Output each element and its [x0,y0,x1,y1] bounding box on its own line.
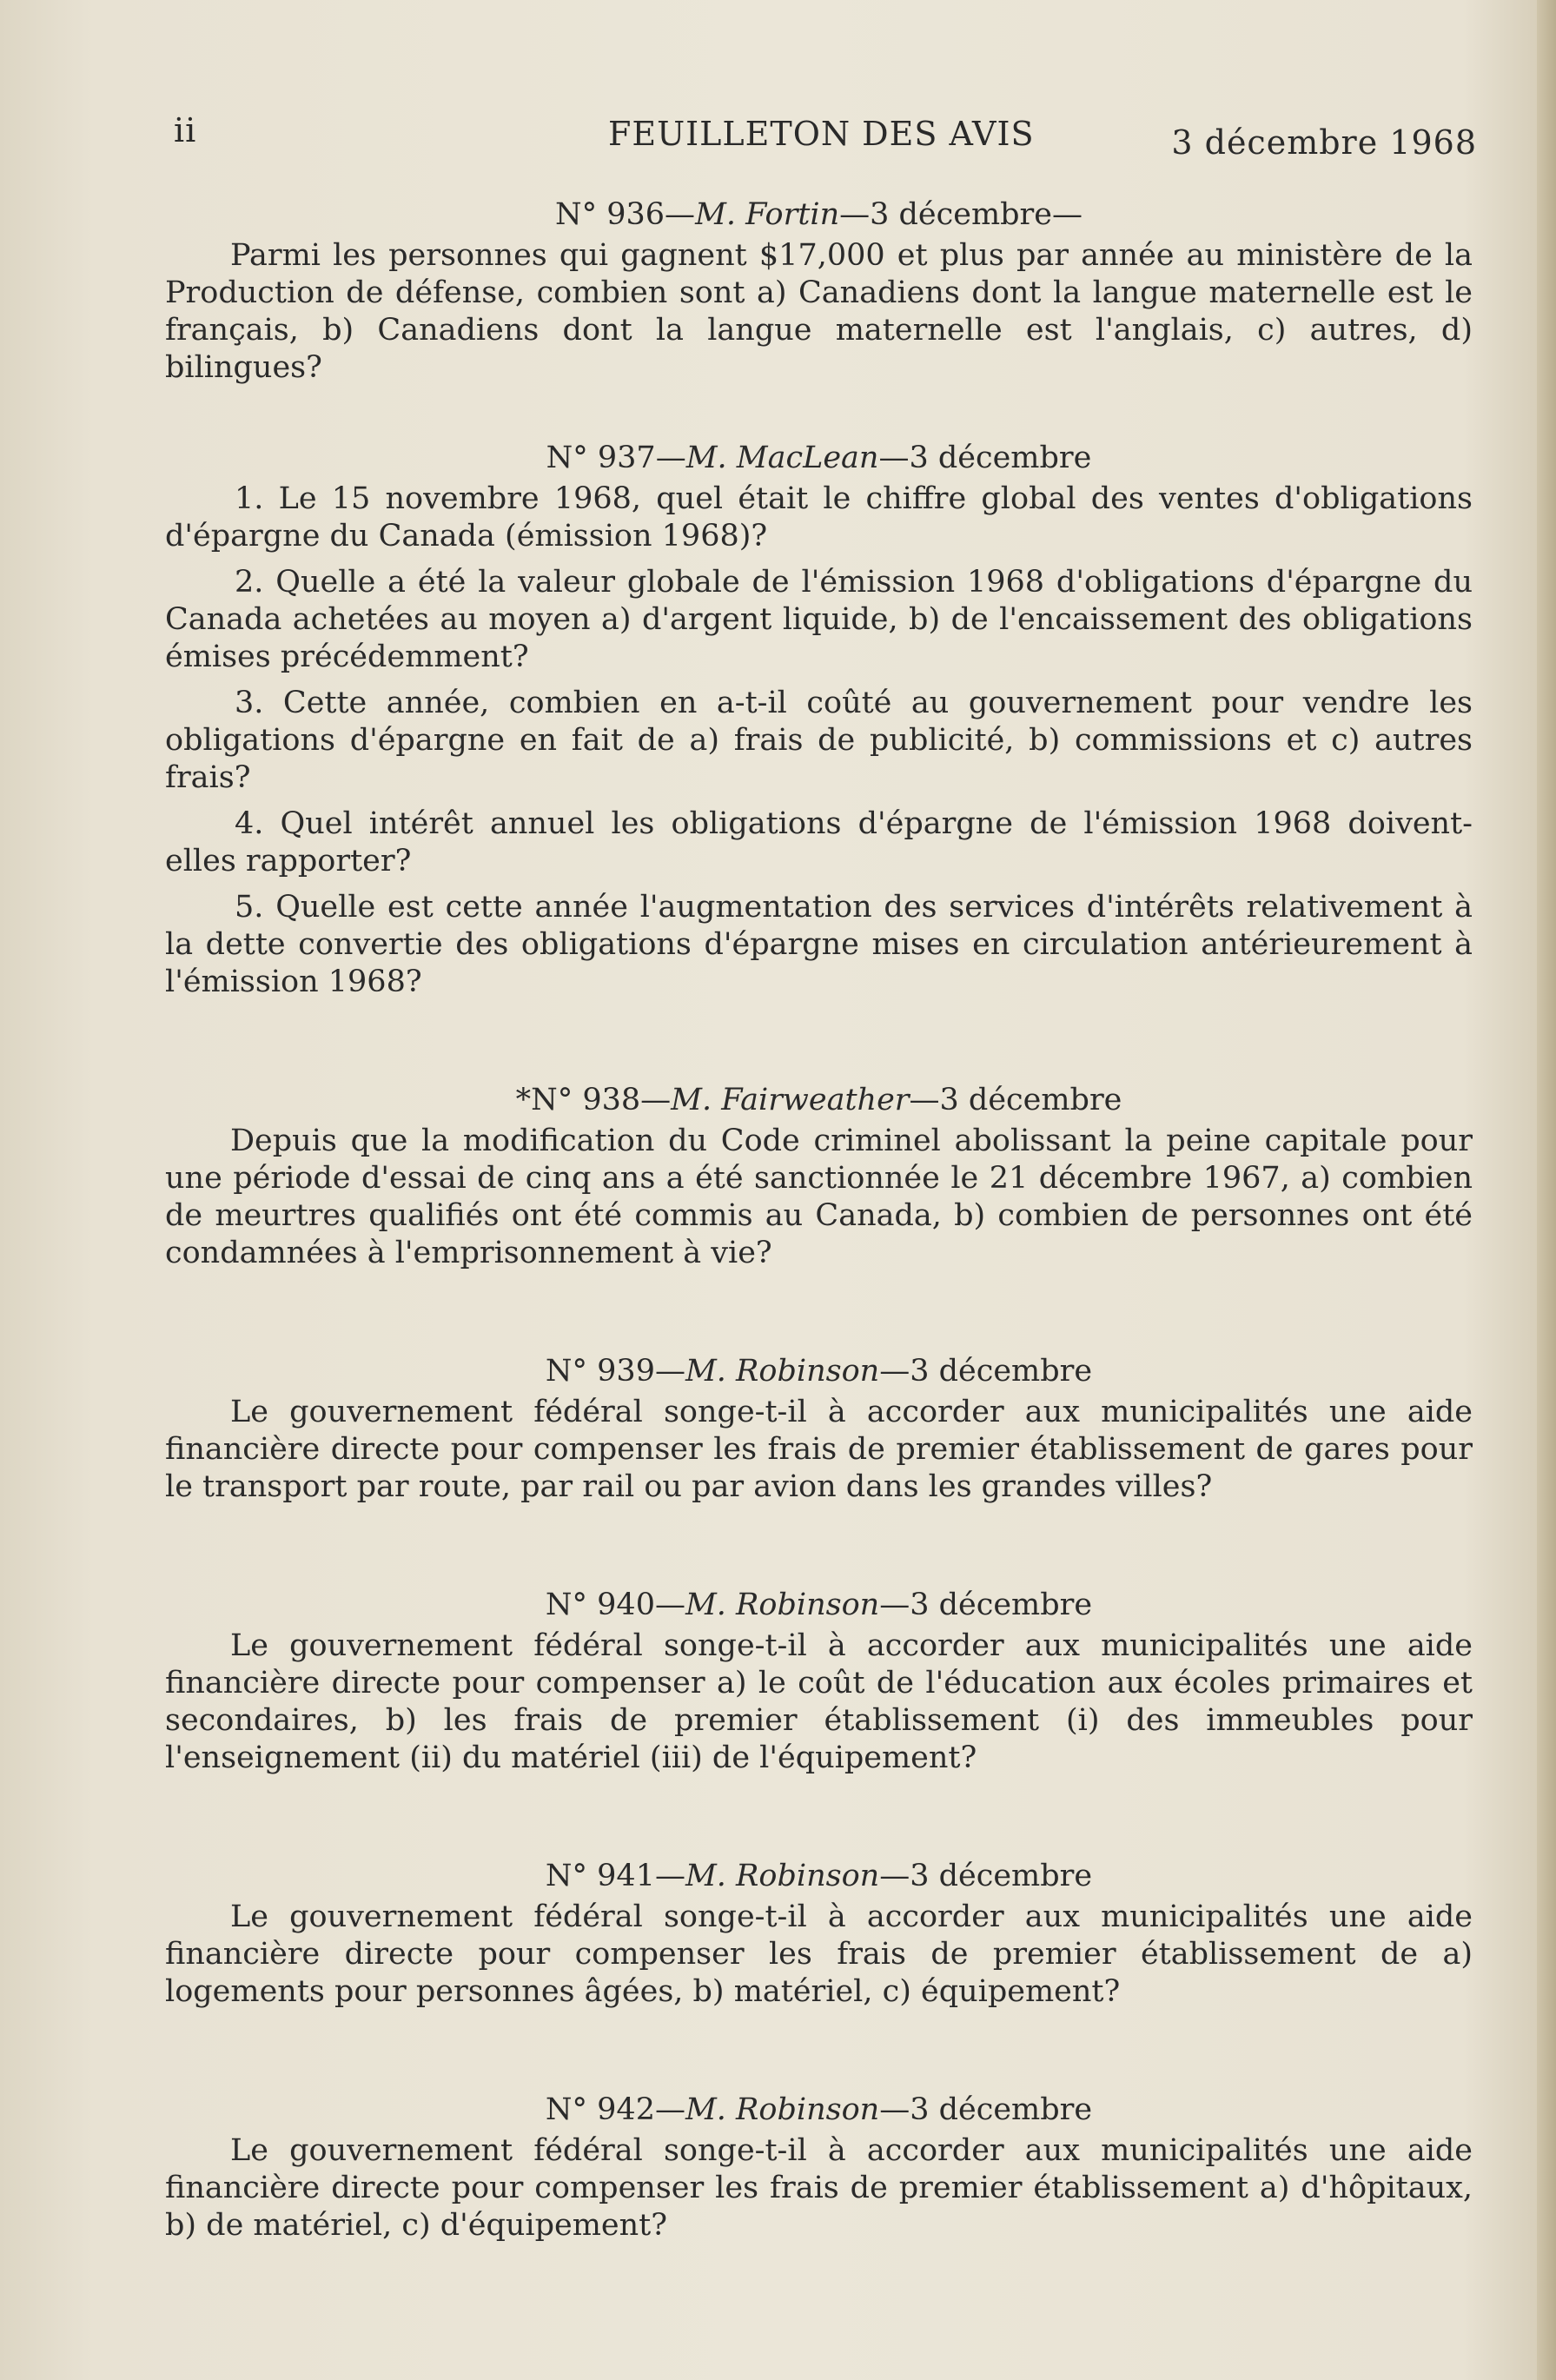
page-title: FEUILLETON DES AVIS [608,115,1035,153]
question-heading [165,1857,1473,1895]
question-heading [165,1081,1473,1119]
question-938 [165,1081,1473,1272]
question-number: N° 939— [545,1354,685,1389]
question-item: 4. Quel intérêt annuel les obligations d'épargne de l'émission 1968 doivent-elles rapporter? [165,806,1473,878]
page-header [174,111,1477,163]
question-text: Le gouvernement fédéral songe-t-il à accorder aux municipalités une aide financière directe pour compenser les frais de premier établissement de a) logements pour personnes âgées, b) matériel, c) équipement? [165,1899,1473,2009]
question-text: Le gouvernement fédéral songe-t-il à accorder aux municipalités une aide financière directe pour compenser les frais de premier établissement de gares pour le transport par route, par rail ou par avion dans les grandes villes? [165,1395,1473,1504]
questions-list [165,196,1473,2257]
question-number: *N° 938— [515,1083,672,1117]
question-member: M. Robinson [685,1588,880,1622]
page-edge [1537,0,1556,2380]
question-date: —3 décembre— [839,197,1083,232]
question-text: Le gouvernement fédéral songe-t-il à accorder aux municipalités une aide financière directe pour compenser a) le coût de l'éducation aux écoles primaires et secondaires, b) les frais de premier établissement (i) des immeubles pour l'enseignement (ii) du matériel (iii) de l'équipement? [165,1628,1473,1775]
question-date: —3 décembre [878,441,1092,475]
question-item: 1. Le 15 novembre 1968, quel était le chiffre global des ventes d'obligations d'épargne du Canada (émission 1968)? [165,481,1473,554]
question-939 [165,1352,1473,1506]
question-number: N° 941— [545,1859,685,1893]
question-heading [165,196,1473,234]
question-item: 2. Quelle a été la valeur globale de l'émission 1968 d'obligations d'épargne du Canada achetées au moyen a) d'argent liquide, b) de l'encaissement des obligations émises précédemment? [165,565,1473,674]
question-text: Parmi les personnes qui gagnent $17,000 et plus par année au ministère de la Production de défense, combien sont a) Canadiens dont la langue maternelle est le français, b) Canadiens dont la langue maternelle est l'anglais, c) autres, d) bilingues? [165,238,1473,385]
question-heading [165,439,1473,477]
question-item: 5. Quelle est cette année l'augmentation des services d'intérêts relativement à la dette convertie des obligations d'épargne mises en circulation antérieurement à l'émission 1968? [165,890,1473,999]
question-936 [165,196,1473,387]
header-date: 3 décembre 1968 [1171,123,1477,162]
question-937 [165,439,1473,1001]
question-date: —3 décembre [879,2092,1093,2127]
question-member: M. Robinson [685,1859,880,1893]
question-text: Le gouvernement fédéral songe-t-il à accorder aux municipalités une aide financière directe pour compenser les frais de premier établissement a) d'hôpitaux, b) de matériel, c) d'équipement? [165,2133,1473,2243]
question-number: N° 940— [545,1588,685,1622]
question-member: M. MacLean [685,441,879,475]
question-941 [165,1857,1473,2011]
question-member: M. Robinson [685,2092,880,2127]
question-heading [165,1586,1473,1624]
question-date: —3 décembre [879,1588,1093,1622]
question-date: —3 décembre [879,1354,1093,1389]
question-member: M. Fairweather [671,1083,910,1117]
question-number: N° 936— [555,197,696,232]
question-member: M. Fortin [695,197,840,232]
question-number: N° 942— [545,2092,685,2127]
question-940 [165,1586,1473,1777]
question-date: —3 décembre [879,1859,1093,1893]
question-date: —3 décembre [909,1083,1122,1117]
question-heading [165,1352,1473,1390]
question-item: 3. Cette année, combien en a-t-il coûté au gouvernement pour vendre les obligations d'épargne en fait de a) frais de publicité, b) commissions et c) autres frais? [165,686,1473,795]
question-heading [165,2091,1473,2129]
question-member: M. Robinson [685,1354,880,1389]
question-number: N° 937— [546,441,686,475]
page-number: ii [174,111,197,149]
question-text: Depuis que la modification du Code criminel abolissant la peine capitale pour une période d'essai de cinq ans a été sanctionnée le 21 décembre 1967, a) combien de meurtres qualifiés ont été commis au Canada, b) combien de personnes ont été condamnées à l'emprisonnement à vie? [165,1124,1473,1270]
question-942 [165,2091,1473,2244]
